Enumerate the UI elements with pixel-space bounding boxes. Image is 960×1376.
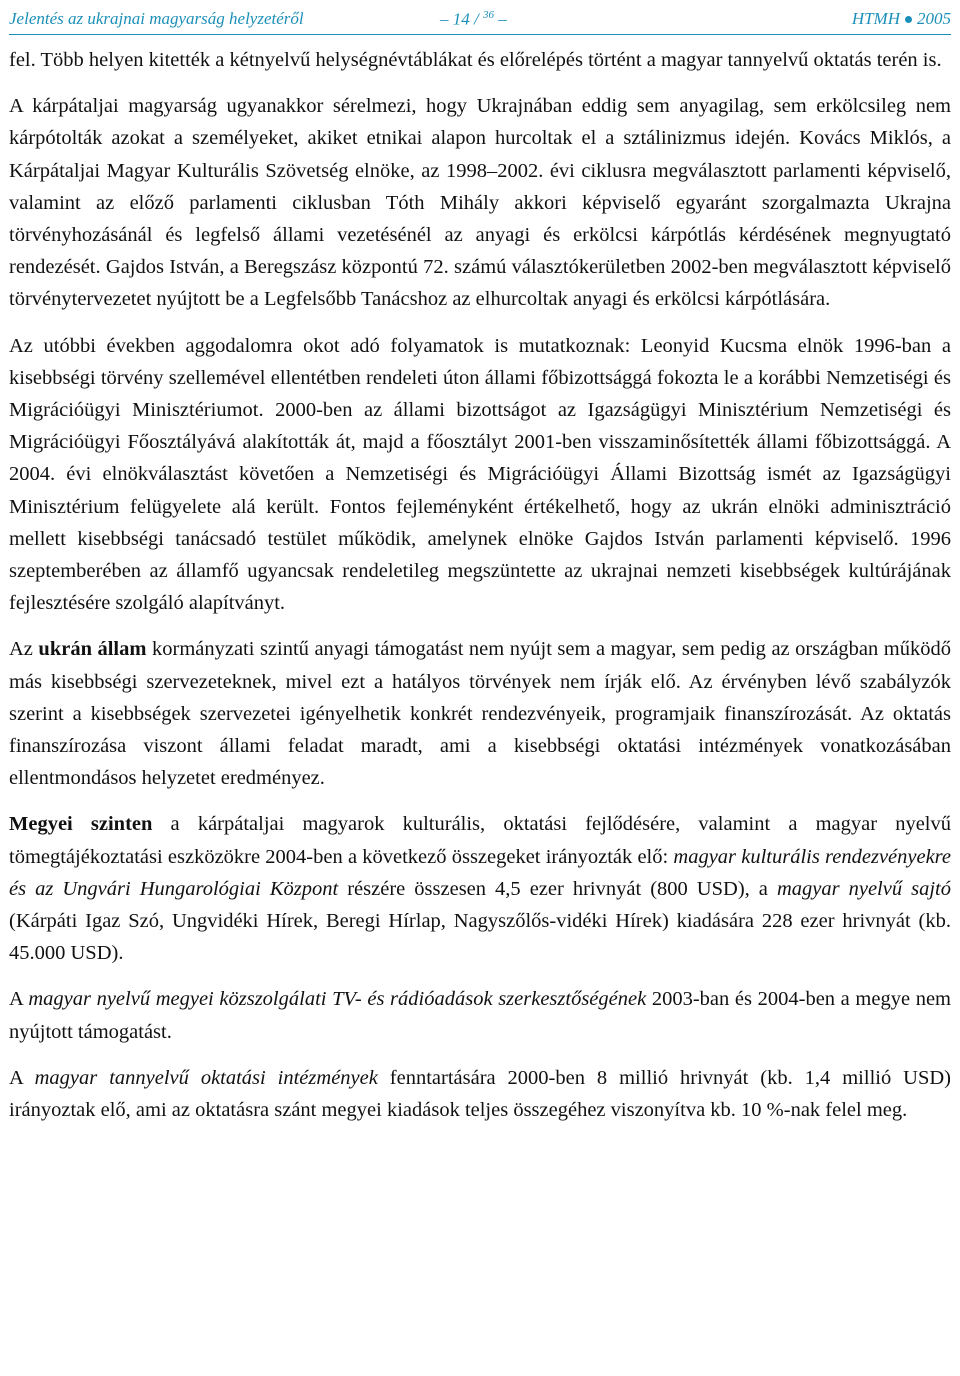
p7-text-c: fenntartására 2000-ben 8 millió hrivnyát (kb. 1,4 millió USD) irányoztak elő, ami az oktatásra szánt megyei kiadások teljes összegéhez viszonyítva kb. 10 %-nak felel meg. <box>9 1066 951 1122</box>
bullet-dot-icon <box>905 16 912 23</box>
p5-text-d: részére összesen 4,5 ezer hrivnyát (800 USD), a <box>338 877 777 900</box>
p5-text-f: (Kárpáti Igaz Szó, Ungvidéki Hírek, Beregi Hírlap, Nagyszőlős-vidéki Hírek) kiadására 228 ezer hrivnyát (kb. 45.000 USD). <box>9 910 951 965</box>
paragraph-2: A kárpátaljai magyarság ugyanakkor sérelmezi, hogy Ukrajnában eddig sem anyagilag, sem erkölcsileg nem kárpótolták azokat a személyeket, akiket etnikai alapon hurcoltak el a sztálinizmus idején. Kovács Miklós, a Kárpátaljai Magyar Kulturális Szövetség elnöke, az 1998–2002. évi ciklusra megválasztott parlamenti képviselő, valamint az előző parlamenti ciklusban Tóth Mihály akkori képviselő egyaránt szorgalmazta Ukrajna törvényhozásánál és legfelső állami vezetésénél az anyagi és erkölcsi kárpótlás kérdésének megnyugtató rendezését. Gajdos István, a Beregszász központú 72. számú választókerületben 2002-ben megválasztott képviselő törvénytervezetet nyújtott be a Legfelsőbb Tanácshoz az elhurcoltak anyagi és erkölcsi kárpótlására. <box>9 95 951 311</box>
paragraph-7 <box>9 1062 951 1126</box>
p7-italic: magyar tannyelvű oktatási intézmények <box>34 1066 378 1089</box>
p4-text-c: kormányzati szintű anyagi támogatást nem nyújt sem a magyar, sem pedig az országban működő más kisebbségi szervezeteknek, mivel ezt a hatályos törvények nem írják elő. Az érvényben lévő szabályzók szerint a kisebbségek szervezetei igényelhetik konkrét rendezvényeik, programjaik finanszírozását. Az oktatás finanszírozása viszont állami feladat maradt, ami a kisebbségi oktatási intézmények vonatkozásában ellentmondásos helyzetet eredményez. <box>9 638 951 790</box>
header-year: 2005 <box>917 9 951 28</box>
p4-text-a: Az <box>9 638 39 661</box>
header-rule <box>9 34 951 35</box>
paragraph-5 <box>9 808 951 969</box>
paragraph-6 <box>9 983 951 1047</box>
p4-bold: ukrán állam <box>38 638 147 661</box>
page-current: 14 <box>452 9 470 29</box>
header-title: Jelentés az ukrajnai magyarság helyzetéről <box>9 9 304 28</box>
p5-italic-c: magyar kulturális rendezvényekre és az Ungvári Hungarológiai Központ <box>9 845 951 900</box>
paragraph-1: fel. Több helyen kitették a kétnyelvű helységnévtáblákat és előrelépés történt a magyar tannyelvű oktatás terén is. <box>9 49 942 71</box>
page-number: – 14 / $^{36}$ – <box>440 9 507 29</box>
p5-bold: Megyei szinten <box>9 813 153 836</box>
p6-italic: magyar nyelvű megyei közszolgálati TV- és rádióadások szerkesztőségének <box>28 988 647 1011</box>
p5-italic-e: magyar nyelvű sajtó <box>776 877 951 900</box>
header-org-name: HTMH <box>851 9 900 28</box>
paragraph-3: Az utóbbi években aggodalomra okot adó folyamatok is mutatkoznak: Leonyid Kucsma elnök 1996-ban a kisebbségi törvény szellemével ellentétben rendeleti úton állami főbizottsággá fokozta le a korábbi Nemzetiségi és Migrációügyi Minisztériumot. 2000-ben az állami bizottságot az Igazságügyi Minisztérium Nemzetiségi és Migrációügyi Főosztályává alakították át, majd a főosztályt 2001-ben visszaminősítették állami főbizottsággá. A 2004. évi elnökválasztást követően a Nemzetiségi és Migrációügyi Állami Bizottság ismét az Igazságügyi Minisztérium felügyelete alá került. Fontos fejleményként értékelhető, hogy az ukrán elnöki adminisztráció mellett kisebbségi tanácsadó testület működik, amelynek elnöke Gajdos István parlamenti képviselő. 1996 szeptemberében az államfő ugyancsak rendeletileg megszüntette az ukrajnai nemzeti kisebbségek kultúrájának fejlesztésére szolgáló alapítványt. <box>9 334 951 615</box>
paragraph-4 <box>9 633 951 794</box>
p6-text-a: A <box>9 988 29 1011</box>
running-header <box>9 6 951 32</box>
body-text <box>9 44 951 1140</box>
p6-text-c: 2003-ban és 2004-ben a megye nem nyújtott támogatást. <box>9 988 951 1043</box>
p7-text-a: A <box>9 1066 35 1089</box>
p5-text-b: a kárpátaljai magyarok kulturális, oktatási fejlődésére, valamint a magyar nyelvű tömegtájékoztatási eszközökre 2004-ben a következő összegeket irányozták elő: <box>9 813 951 868</box>
page-total: 36 <box>482 9 494 21</box>
header-org <box>852 9 951 29</box>
